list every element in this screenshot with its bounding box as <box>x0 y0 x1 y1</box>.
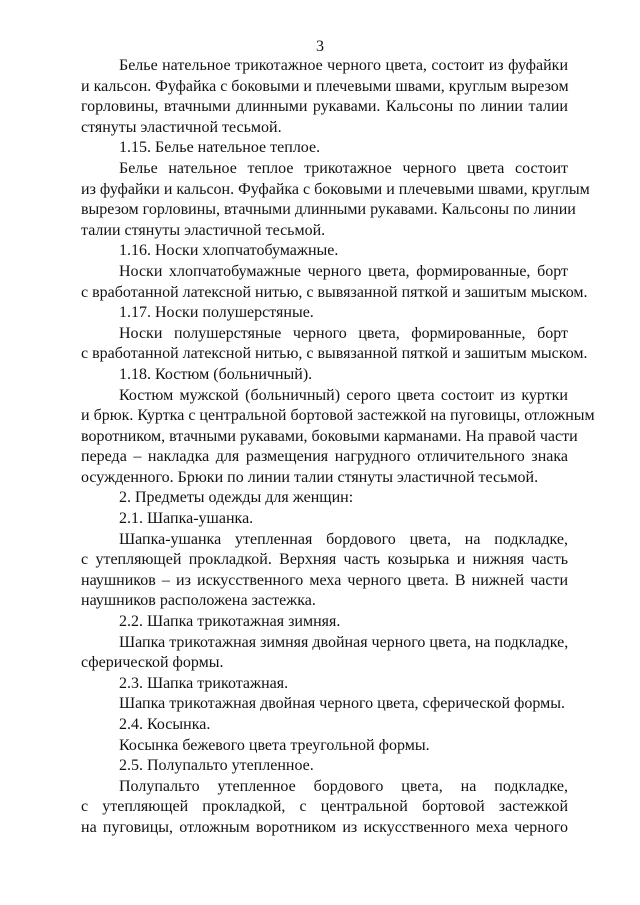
section-heading: 2.2. Шапка трикотажная зимняя. <box>119 613 341 631</box>
section-heading: 1.16. Носки хлопчатобумажные. <box>119 242 339 260</box>
document-body <box>81 56 595 839</box>
section-heading: 2. Предметы одежды для женщин: <box>119 489 354 507</box>
text-line: с вработанной латексной нитью, с вывязанной пяткой и зашитым мыском. <box>81 283 588 301</box>
text-line: наушников расположена застежка. <box>81 592 316 610</box>
text-line: Шапка трикотажная зимняя двойная черного цвета, на подкладке, <box>119 633 569 651</box>
text-line: из фуфайки и кальсон. Фуфайка с боковыми и плечевыми швами, круглым <box>81 180 590 198</box>
text-line: Полупальто утепленное бордового цвета, на подкладке, <box>119 777 568 795</box>
text-line: вырезом горловины, втачными длинными рукавами. Кальсоны по линии <box>81 201 576 219</box>
text-line: с утепляющей прокладкой. Верхняя часть козырька и нижняя часть <box>81 551 568 569</box>
text-line: талии стянуты эластичной тесьмой. <box>81 221 326 239</box>
text-line: с утепляющей прокладкой, с центральной бортовой застежкой <box>81 798 568 816</box>
section-heading: 1.18. Костюм (больничный). <box>119 365 313 383</box>
section-heading: 1.17. Носки полушерстяные. <box>119 304 314 322</box>
text-line: сферической формы. <box>81 654 224 672</box>
section-heading: 2.1. Шапка-ушанка. <box>119 510 254 528</box>
text-line: Белье нательное трикотажное черного цвета, состоит из фуфайки <box>119 57 568 74</box>
text-line: Костюм мужской (больничный) серого цвета состоит из куртки <box>119 386 568 404</box>
text-line: осужденного. Брюки по линии талии стянуты эластичной тесьмой. <box>81 468 539 486</box>
text-line: переда – накладка для размещения нагрудного отличительного знака <box>81 448 568 466</box>
text-line: Носки хлопчатобумажные черного цвета, формированные, борт <box>119 262 568 280</box>
section-heading: 2.5. Полупальто утепленное. <box>119 757 314 775</box>
text-line: воротником, втачными рукавами, боковыми карманами. На правой части <box>81 427 578 445</box>
text-line: и брюк. Куртка с центральной бортовой застежкой на пуговицы, отложным <box>81 407 595 425</box>
section-heading: 2.4. Косынка. <box>119 716 211 733</box>
text-line: Носки полушерстяные черного цвета, формированные, борт <box>119 324 568 342</box>
text-line: и кальсон. Фуфайка с боковыми и плечевыми швами, круглым вырезом <box>81 77 569 95</box>
text-line: наушников – из искусственного меха черного цвета. В нижней части <box>81 571 568 589</box>
text-line: на пуговицы, отложным воротником из искусственного меха черного <box>81 818 568 836</box>
text-line: Косынка бежевого цвета треугольной формы. <box>119 736 430 754</box>
text-line: горловины, втачными длинными рукавами. Кальсоны по линии талии <box>81 98 568 116</box>
text-line: Шапка-ушанка утепленная бордового цвета, на подкладке, <box>119 530 568 548</box>
text-line: Белье нательное теплое трикотажное черного цвета состоит <box>119 159 568 177</box>
section-heading: 1.15. Белье нательное теплое. <box>119 139 321 157</box>
text-line: стянуты эластичной тесьмой. <box>81 118 282 136</box>
text-line: Шапка трикотажная двойная черного цвета, сферической формы. <box>119 695 566 713</box>
page-number: 3 <box>316 38 324 55</box>
text-line: с вработанной латексной нитью, с вывязанной пяткой и зашитым мыском. <box>81 345 588 363</box>
section-heading: 2.3. Шапка трикотажная. <box>119 674 289 692</box>
